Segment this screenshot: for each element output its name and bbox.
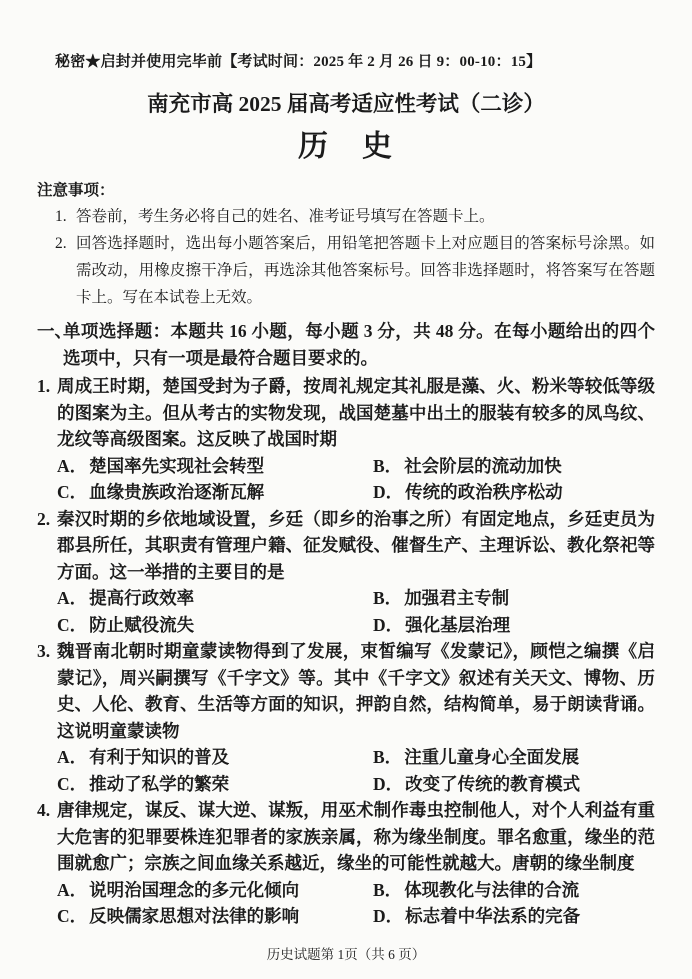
question-options [57,744,655,797]
option-text: 改变了传统的教育模式 [405,773,581,794]
option-label: C． [57,482,88,502]
question-stem: 秦汉时期的乡依地域设置，乡廷（即乡的治事之所）有固定地点，乡廷吏员为郡县所任，其职责有管理户籍、征发赋役、催督生产、主理诉讼、教化祭祀等方面。这一举措的主要目的是 [57,508,655,582]
option-text: 强化基层治理 [405,614,511,635]
option-b [373,585,655,612]
notice-text: 答卷前，考生务必将自己的姓名、准考证号填写在答题卡上。 [76,208,495,225]
option-text: 血缘贵族政治逐渐瓦解 [89,482,265,502]
option-a [57,585,373,612]
question-3 [37,638,655,797]
subject-title: 历 史 [298,130,394,163]
option-d [373,903,655,930]
option-label: A． [57,747,88,767]
question-2 [37,506,655,639]
notice-number: 1. [55,208,67,225]
option-b [373,744,655,771]
question-stem: 魏晋南北朝时期童蒙读物得到了发展，束皙编写《发蒙记》，顾恺之编撰《启蒙记》，周兴嗣撰写《千字文》等。其中《千字文》叙述有关天文、博物、历史、人伦、教育、生活等方面的知识，押韵自然，结构简单，易于朗读背诵。这说明童蒙读物 [57,641,655,741]
option-c [57,479,373,506]
option-label: C． [57,906,88,926]
option-b [373,877,655,904]
option-a [57,877,373,904]
option-label: A． [57,588,88,608]
option-c [57,903,373,930]
notice-number: 2. [55,235,67,252]
question-stem: 周成王时期，楚国受封为子爵，按周礼规定其礼服是藻、火、粉米等较低等级的图案为主。但从考古的实物发现，战国楚墓中出土的服装有较多的凤鸟纹、龙纹等高级图案。这反映了战国时期 [57,376,655,449]
question-4 [37,797,655,930]
option-text: 防止赋役流失 [89,614,195,635]
option-c [57,771,373,798]
option-b [373,453,655,480]
option-text: 提高行政效率 [89,588,195,608]
option-label: D． [373,482,404,502]
option-label: A． [57,455,88,476]
option-text: 反映儒家思想对法律的影响 [89,906,300,926]
option-d [373,479,655,506]
notice-text: 回答选择题时，选出每小题答案后，用铅笔把答题卡上对应题目的答案标号涂黑。如需改动，用橡皮擦干净后，再选涂其他答案标号。回答非选择题时，将答案写在答题卡上。写在本试卷上无效。 [76,235,655,306]
option-text: 楚国率先实现社会转型 [89,455,265,476]
option-a [57,744,373,771]
option-text: 推动了私学的繁荣 [89,773,230,794]
question-number: 1. [37,376,51,396]
question-number: 4. [37,800,51,820]
option-label: D． [373,614,404,635]
option-text: 标志着中华法系的完备 [405,906,581,926]
section-label: 一、 [37,321,72,341]
option-text: 加强君主专制 [404,588,510,608]
option-label: C． [57,614,88,635]
page-footer: 历史试题第 1页（共 6 页） [266,947,426,962]
section-text: 单项选择题：本题共 16 小题，每小题 3 分，共 48 分。在每小题给出的四个选项中，只有一项是最符合题目要求的。 [63,321,655,368]
option-c [57,612,373,639]
option-label: B． [373,588,403,608]
question-options [57,585,655,638]
option-d [373,612,655,639]
option-text: 体现教化与法律的合流 [404,879,580,900]
option-label: B． [373,455,403,476]
question-stem: 唐律规定，谋反、谋大逆、谋叛，用巫术制作毒虫控制他人，对个人利益有重大危害的犯罪要株连犯罪者的家族亲属，称为缘坐制度。罪名愈重，缘坐的范围就愈广；宗族之间血缘关系越近，缘坐的可能性就越大。唐朝的缘坐制度 [57,800,655,873]
option-label: A． [57,879,88,900]
option-label: D． [373,773,404,794]
option-text: 社会阶层的流动加快 [404,455,562,476]
notices [37,179,655,311]
notices-heading: 注意事项： [37,182,115,199]
security-banner: 秘密★启封并使用完毕前【考试时间：2025 年 2 月 26 日 9：00-10：15】 [55,54,542,70]
option-label: D． [373,906,404,926]
notice-item [55,203,655,230]
option-label: C． [57,773,88,794]
exam-title: 南充市高 2025 届高考适应性考试（二诊） [147,92,545,116]
question-options [57,453,655,506]
option-text: 说明治国理念的多元化倾向 [89,879,300,900]
question-number: 2. [37,508,51,529]
option-text: 传统的政治秩序松动 [405,482,563,502]
question-1 [37,373,655,506]
question-options [57,877,655,930]
notice-item [55,230,655,311]
question-number: 3. [37,641,51,661]
section-heading [37,318,655,372]
option-a [57,453,373,480]
option-text: 有利于知识的普及 [89,747,230,767]
option-d [373,771,655,798]
question-list [37,373,655,930]
option-label: B． [373,879,403,900]
option-label: B． [373,747,403,767]
option-text: 注重儿童身心全面发展 [404,747,580,767]
